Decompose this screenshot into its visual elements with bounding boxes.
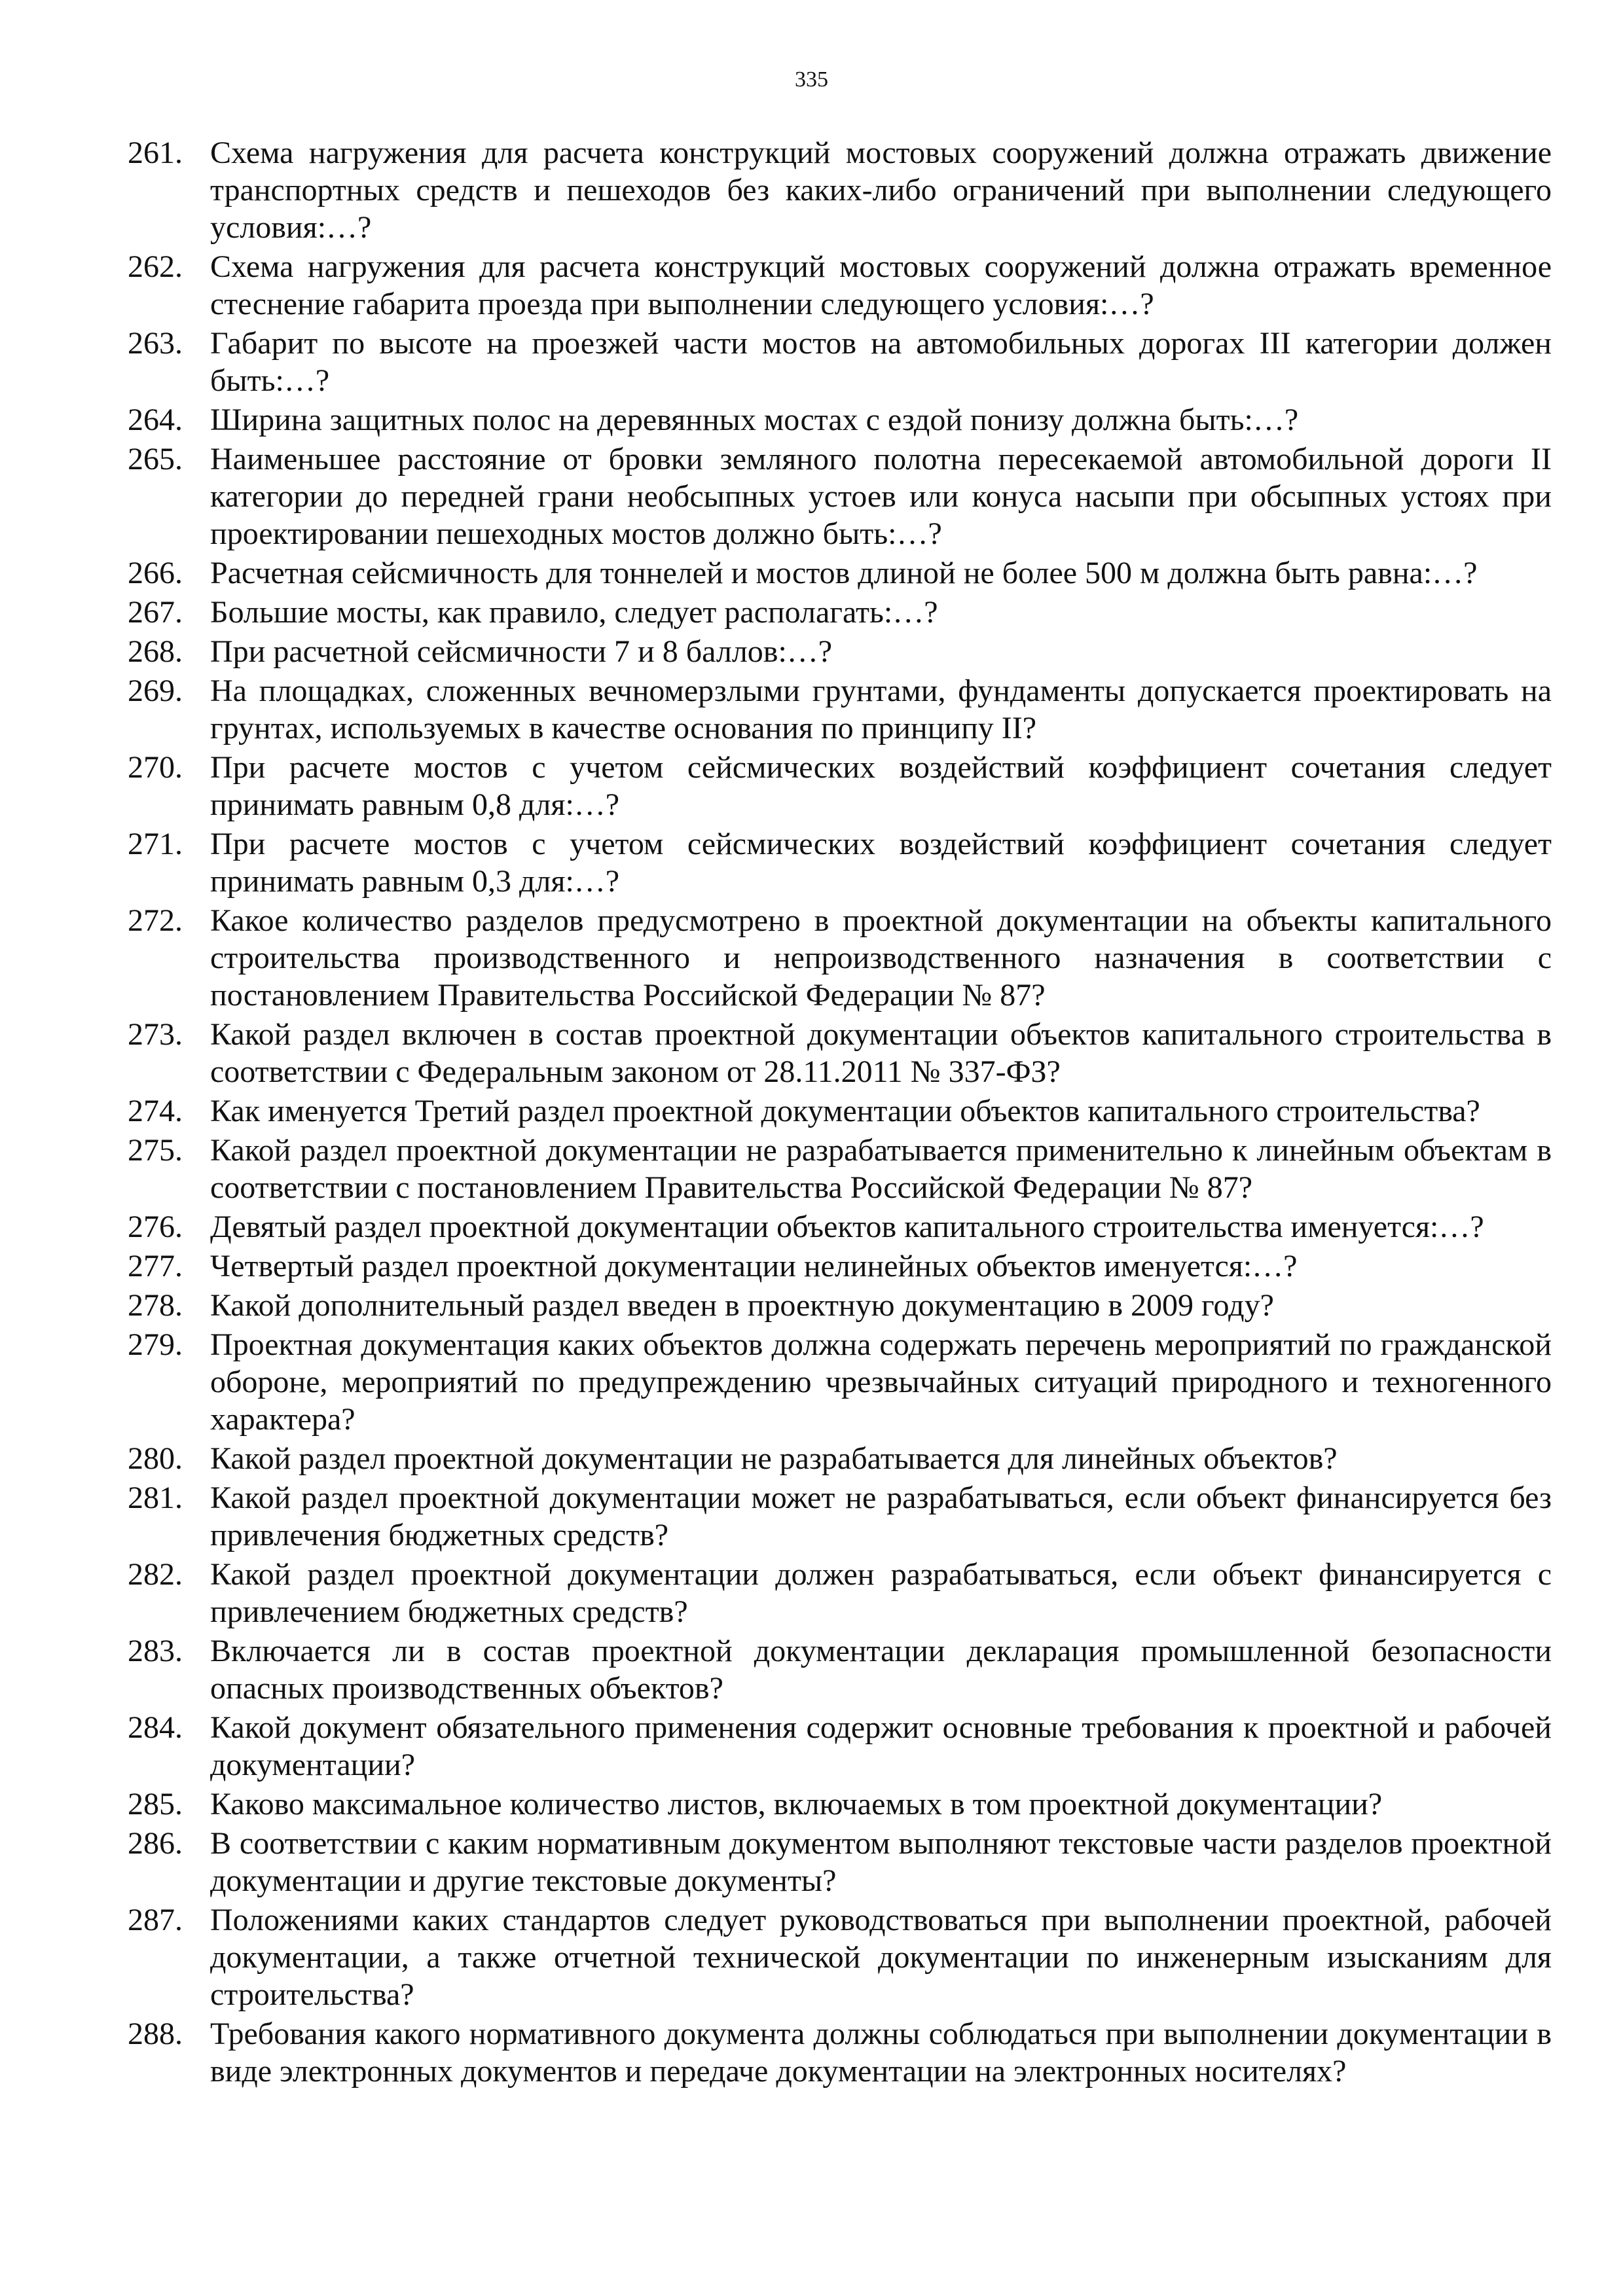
question-number: 264. xyxy=(128,403,183,437)
question-number: 278. xyxy=(128,1288,183,1323)
question-item xyxy=(128,440,1552,552)
question-item xyxy=(128,1709,1552,1784)
question-item xyxy=(128,554,1552,592)
question-number: 284. xyxy=(128,1710,183,1745)
question-number: 281. xyxy=(128,1480,183,1515)
question-text: Четвертый раздел проектной документации нелинейных объектов именуется:…? xyxy=(210,1249,1298,1283)
question-number: 280. xyxy=(128,1441,183,1476)
question-number: 265. xyxy=(128,442,183,476)
question-number: 267. xyxy=(128,595,183,630)
question-text: Ширина защитных полос на деревянных мостах с ездой понизу должна быть:…? xyxy=(210,403,1299,437)
question-number: 262. xyxy=(128,249,183,284)
question-number: 272. xyxy=(128,903,183,938)
page-number: 335 xyxy=(795,67,828,92)
question-item xyxy=(128,134,1552,246)
question-text: Какой раздел включен в состав проектной документации объектов капитального строительства в соответствии с Федеральным законом от 28.11.2011 № 337-ФЗ? xyxy=(210,1017,1552,1089)
question-text: Каково максимальное количество листов, включаемых в том проектной документации? xyxy=(210,1787,1383,1821)
question-item xyxy=(128,749,1552,823)
question-text: Схема нагружения для расчета конструкций мостовых сооружений должна отражать движение транспортных средств и пешеходов без каких-либо ограничений при выполнении следующего условия:…? xyxy=(210,135,1552,245)
question-number: 276. xyxy=(128,1210,183,1244)
question-number: 268. xyxy=(128,634,183,669)
question-item xyxy=(128,1287,1552,1324)
question-item xyxy=(128,1247,1552,1285)
question-text: Расчетная сейсмичность для тоннелей и мостов длиной не более 500 м должна быть равна:…? xyxy=(210,556,1478,590)
question-text: Какой раздел проектной документации не разрабатывается применительно к линейным объектам в соответствии с постановлением Правительства Российской Федерации № 87? xyxy=(210,1133,1552,1205)
question-number: 285. xyxy=(128,1787,183,1821)
question-text: При расчете мостов с учетом сейсмических воздействий коэффициент сочетания следует принимать равным 0,3 для:…? xyxy=(210,827,1552,899)
question-number: 273. xyxy=(128,1017,183,1052)
question-item xyxy=(128,1132,1552,1206)
question-number: 266. xyxy=(128,556,183,590)
question-item xyxy=(128,1825,1552,1899)
question-text: При расчетной сейсмичности 7 и 8 баллов:…? xyxy=(210,634,833,669)
question-number: 282. xyxy=(128,1557,183,1592)
question-text: Включается ли в состав проектной документации декларация промышленной безопасности опасных производственных объектов? xyxy=(210,1634,1552,1706)
question-text: Схема нагружения для расчета конструкций мостовых сооружений должна отражать временное стеснение габарита проезда при выполнении следующего условия:…? xyxy=(210,249,1552,321)
question-item xyxy=(128,1092,1552,1130)
question-item xyxy=(128,1208,1552,1246)
question-text: Какой дополнительный раздел введен в проектную документацию в 2009 году? xyxy=(210,1288,1274,1323)
question-number: 279. xyxy=(128,1327,183,1362)
question-number: 288. xyxy=(128,2017,183,2051)
question-item xyxy=(128,1556,1552,1630)
question-item xyxy=(128,1785,1552,1823)
question-text: Какой раздел проектной документации должен разрабатываться, если объект финансируется с привлечением бюджетных средств? xyxy=(210,1557,1552,1629)
question-item xyxy=(128,2015,1552,2090)
question-text: Какой раздел проектной документации не разрабатывается для линейных объектов? xyxy=(210,1441,1338,1476)
question-number: 275. xyxy=(128,1133,183,1168)
question-item xyxy=(128,825,1552,900)
question-list xyxy=(128,134,1552,2092)
question-number: 277. xyxy=(128,1249,183,1283)
question-number: 269. xyxy=(128,673,183,708)
question-item xyxy=(128,1016,1552,1090)
question-item xyxy=(128,1440,1552,1477)
question-item xyxy=(128,325,1552,399)
question-text: Наименьшее расстояние от бровки земляного полотна пересекаемой автомобильной дороги II категории до передней грани необсыпных устоев или конуса насыпи при обсыпных устоях при проектировании пешеходных мостов должно быть:…? xyxy=(210,442,1552,551)
question-number: 274. xyxy=(128,1094,183,1128)
question-text: На площадках, сложенных вечномерзлыми грунтами, фундаменты допускается проектировать на грунтах, используемых в качестве основания по принципу II? xyxy=(210,673,1552,745)
question-number: 283. xyxy=(128,1634,183,1668)
question-text: В соответствии с каким нормативным документом выполняют текстовые части разделов проектной документации и другие текстовые документы? xyxy=(210,1826,1552,1898)
question-text: Какой документ обязательного применения содержит основные требования к проектной и рабочей документации? xyxy=(210,1710,1552,1782)
question-text: Проектная документация каких объектов должна содержать перечень мероприятий по гражданской обороне, мероприятий по предупреждению чрезвычайных ситуаций природного и техногенного характера? xyxy=(210,1327,1552,1437)
question-text: Большие мосты, как правило, следует располагать:…? xyxy=(210,595,938,630)
question-item xyxy=(128,633,1552,670)
question-text: Девятый раздел проектной документации объектов капитального строительства именуется:…? xyxy=(210,1210,1484,1244)
question-item xyxy=(128,902,1552,1014)
question-number: 270. xyxy=(128,750,183,785)
question-item xyxy=(128,1326,1552,1438)
question-number: 286. xyxy=(128,1826,183,1861)
question-item xyxy=(128,248,1552,323)
question-item xyxy=(128,594,1552,631)
question-text: Габарит по высоте на проезжей части мостов на автомобильных дорогах III категории должен быть:…? xyxy=(210,326,1552,398)
question-number: 287. xyxy=(128,1903,183,1937)
question-number: 263. xyxy=(128,326,183,361)
question-item xyxy=(128,401,1552,439)
question-item xyxy=(128,672,1552,747)
question-number: 271. xyxy=(128,827,183,861)
question-item xyxy=(128,1632,1552,1707)
question-number: 261. xyxy=(128,135,183,170)
question-item xyxy=(128,1479,1552,1554)
question-text: Положениями каких стандартов следует руководствоваться при выполнении проектной, рабочей документации, а также отчетной технической документации по инженерным изысканиям для строительства? xyxy=(210,1903,1552,2012)
question-item xyxy=(128,1901,1552,2013)
question-text: Требования какого нормативного документа должны соблюдаться при выполнении документации в виде электронных документов и передаче документации на электронных носителях? xyxy=(210,2017,1552,2089)
question-text: При расчете мостов с учетом сейсмических воздействий коэффициент сочетания следует принимать равным 0,8 для:…? xyxy=(210,750,1552,822)
question-text: Какой раздел проектной документации может не разрабатываться, если объект финансируется без привлечения бюджетных средств? xyxy=(210,1480,1552,1552)
question-text: Как именуется Третий раздел проектной документации объектов капитального строительства? xyxy=(210,1094,1480,1128)
question-text: Какое количество разделов предусмотрено в проектной документации на объекты капитального строительства производственного и непроизводственного назначения в соответствии с постановлением Правительства Российской Федерации № 87? xyxy=(210,903,1552,1013)
